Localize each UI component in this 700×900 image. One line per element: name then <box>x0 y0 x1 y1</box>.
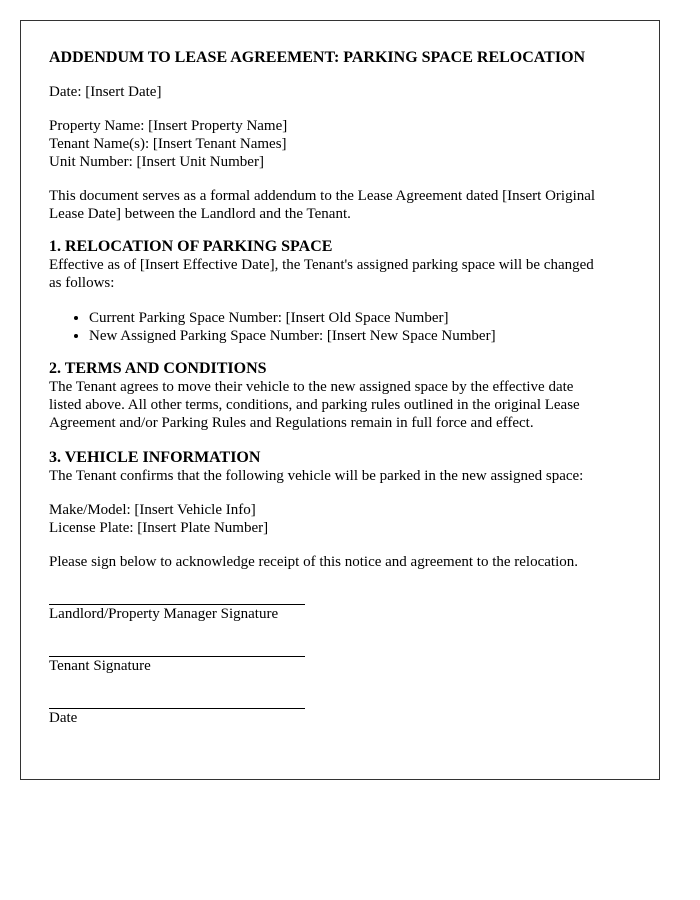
intro-line-2: Lease Date] between the Landlord and the Tenant. <box>49 206 351 222</box>
party-details <box>49 117 639 171</box>
section-vehicle <box>49 449 639 485</box>
date-text: Date: [Insert Date] <box>49 84 162 100</box>
date-line <box>49 83 639 101</box>
section-terms <box>49 360 639 432</box>
section-text: Effective as of [Insert Effective Date], the Tenant's assigned parking space will be changed <box>49 257 594 273</box>
signature-label: Tenant Signature <box>49 658 151 674</box>
signature-label: Landlord/Property Manager Signature <box>49 606 279 622</box>
signature-label: Date <box>49 710 78 726</box>
property-name: Property Name: [Insert Property Name] <box>49 118 288 134</box>
signature-block-tenant <box>49 656 305 675</box>
closing-paragraph <box>49 553 639 571</box>
intro-line-1: This document serves as a formal addendum to the Lease Agreement dated [Insert Original <box>49 188 596 204</box>
section-text: as follows: <box>49 275 115 291</box>
list-item-new-space: • New Assigned Parking Space Number: [Insert New Space Number] <box>89 327 496 345</box>
list-item-old-space: • Current Parking Space Number: [Insert Old Space Number] <box>89 309 496 327</box>
closing-text: Please sign below to acknowledge receipt of this notice and agreement to the relocation. <box>49 554 578 570</box>
space-number-list <box>49 309 496 345</box>
signature-block-landlord <box>49 604 305 623</box>
section-text: listed above. All other terms, conditions, and parking rules outlined in the original Lease <box>49 397 580 413</box>
make-model-field: Make/Model: [Insert Vehicle Info] <box>49 502 256 518</box>
vehicle-fields <box>49 501 639 537</box>
intro-paragraph <box>49 187 639 223</box>
section-text: Agreement and/or Parking Rules and Regulations remain in full force and effect. <box>49 415 534 431</box>
section-heading: 2. TERMS AND CONDITIONS <box>49 360 267 377</box>
section-heading: 3. VEHICLE INFORMATION <box>49 449 261 466</box>
document-page <box>20 20 660 780</box>
unit-number: Unit Number: [Insert Unit Number] <box>49 154 264 170</box>
signature-block-date <box>49 708 305 727</box>
section-text: The Tenant agrees to move their vehicle to the new assigned space by the effective date <box>49 379 574 395</box>
section-text: The Tenant confirms that the following vehicle will be parked in the new assigned space: <box>49 468 584 484</box>
document-title: ADDENDUM TO LEASE AGREEMENT: PARKING SPACE RELOCATION <box>49 49 586 66</box>
section-relocation <box>49 238 639 292</box>
tenant-names: Tenant Name(s): [Insert Tenant Names] <box>49 136 287 152</box>
section-heading: 1. RELOCATION OF PARKING SPACE <box>49 238 333 255</box>
license-plate-field: License Plate: [Insert Plate Number] <box>49 520 269 536</box>
